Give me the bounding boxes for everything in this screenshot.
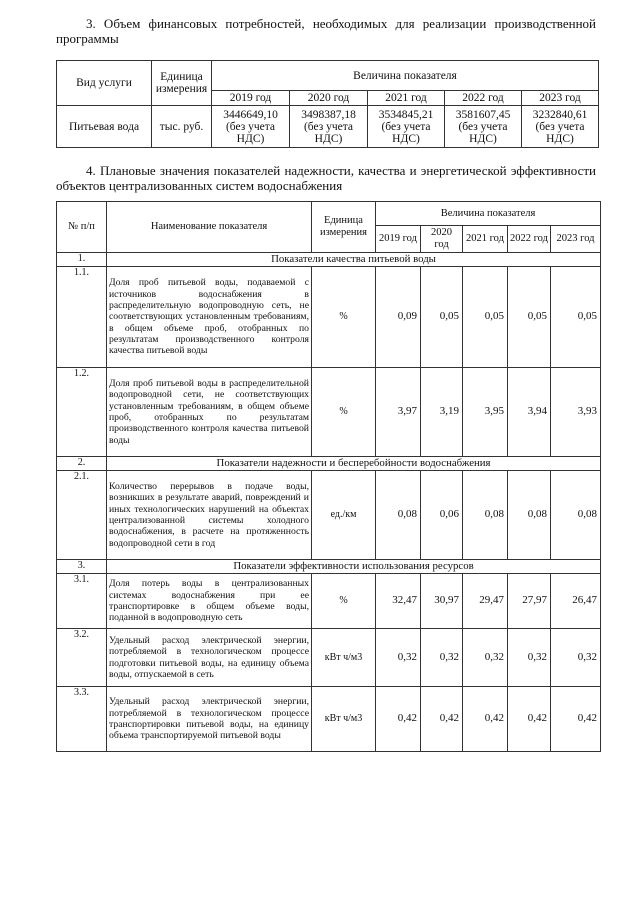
year-header: 2022 год [445,91,522,106]
row-number: 1.1. [57,267,107,368]
financial-needs-table [56,60,599,148]
section-row [57,457,601,471]
value-cell: 26,47 [551,574,601,629]
value-cell: 0,05 [551,267,601,368]
value-cell: 0,32 [421,629,463,687]
unit-cell: кВт ч/м3 [312,629,376,687]
value-cell: 0,05 [463,267,508,368]
section-row [57,253,601,267]
value-cell: 0,08 [508,471,551,560]
table-row [57,471,601,560]
value-cell: 0,32 [551,629,601,687]
value-cell: 0,42 [376,687,421,752]
row-number: 2.1. [57,471,107,560]
col-unit-header: Единица измерения [312,202,376,253]
value-cell: 0,05 [508,267,551,368]
value-cell: 0,42 [508,687,551,752]
unit-cell: ед./км [312,471,376,560]
value-cell: 3,93 [551,368,601,457]
table-row [57,267,601,368]
table-row [57,368,601,457]
col-value-header: Величина показателя [212,61,599,91]
section-title: Показатели качества питьевой воды [107,253,601,267]
row-number: 3.3. [57,687,107,752]
value-cell: 0,42 [421,687,463,752]
table-row [57,687,601,752]
year-header: 2023 год [522,91,599,106]
value-cell: 0,06 [421,471,463,560]
indicator-name: Удельный расход электрической энергии, потребляемой в технологическом процессе подготовки питьевой воды, на единицу объема воды, отпускаемой в сеть [107,629,312,687]
value-cell: 0,42 [463,687,508,752]
value-cell: 0,32 [376,629,421,687]
value-cell: 29,47 [463,574,508,629]
unit-cell: тыс. руб. [152,106,212,148]
value-cell: 0,05 [421,267,463,368]
value-cell: 0,08 [376,471,421,560]
service-cell: Питьевая вода [57,106,152,148]
col-service-header: Вид услуги [57,61,152,106]
col-name-header: Наименование показателя [107,202,312,253]
value-cell: 30,97 [421,574,463,629]
table-row [57,629,601,687]
value-cell: 0,08 [551,471,601,560]
value-cell: 3581607,45 (без учета НДС) [445,106,522,148]
table-row [57,574,601,629]
section-row [57,560,601,574]
year-header: 2020 год [290,91,368,106]
indicators-table [56,201,601,752]
value-cell: 0,08 [463,471,508,560]
section-number: 3. [57,560,107,574]
value-cell: 3498387,18 (без учета НДС) [290,106,368,148]
value-cell: 0,32 [463,629,508,687]
year-header: 2023 год [551,226,601,253]
value-cell: 0,32 [508,629,551,687]
col-value-header: Величина показателя [376,202,601,226]
unit-cell: % [312,574,376,629]
value-cell: 3,97 [376,368,421,457]
year-header: 2021 год [368,91,445,106]
value-cell: 3,19 [421,368,463,457]
section3-heading: 3. Объем финансовых потребностей, необходимых для реализации производственной программы [56,16,596,46]
year-header: 2020 год [421,226,463,253]
col-unit-header: Единица измерения [152,61,212,106]
unit-cell: % [312,368,376,457]
indicator-name: Доля проб питьевой воды, подаваемой с источников водоснабжения в распределительную водопроводную сеть, не соответствующих установленным требованиям, в общем объеме проб, отобранных по результатам производственного контроля качества питьевой воды [107,267,312,368]
indicator-name: Доля потерь воды в централизованных системах водоснабжения при ее транспортировке в общем объеме воды, поданной в водопроводную сеть [107,574,312,629]
value-cell: 0,09 [376,267,421,368]
value-cell: 3,94 [508,368,551,457]
value-cell: 3534845,21 (без учета НДС) [368,106,445,148]
row-number: 3.2. [57,629,107,687]
row-number: 3.1. [57,574,107,629]
section-number: 2. [57,457,107,471]
value-cell: 3,95 [463,368,508,457]
section-title: Показатели надежности и бесперебойности водоснабжения [107,457,601,471]
unit-cell: кВт ч/м3 [312,687,376,752]
value-cell: 3446649,10 (без учета НДС) [212,106,290,148]
year-header: 2021 год [463,226,508,253]
row-number: 1.2. [57,368,107,457]
value-cell: 32,47 [376,574,421,629]
year-header: 2019 год [212,91,290,106]
col-num-header: № п/п [57,202,107,253]
value-cell: 0,42 [551,687,601,752]
unit-cell: % [312,267,376,368]
section-number: 1. [57,253,107,267]
table-row [57,106,599,148]
year-header: 2022 год [508,226,551,253]
value-cell: 27,97 [508,574,551,629]
section-title: Показатели эффективности использования ресурсов [107,560,601,574]
indicator-name: Количество перерывов в подаче воды, возникших в результате аварий, повреждений и иных технологических нарушений на объектах централизованной системы холодного водоснабжения, в расчете на протяженность водопроводной сети в год [107,471,312,560]
value-cell: 3232840,61 (без учета НДС) [522,106,599,148]
indicator-name: Доля проб питьевой воды в распределительной водопроводной сети, не соответствующих установленным требованиям, в общем объеме проб, отобранных по результатам производственного контроля качества питьевой воды [107,368,312,457]
indicator-name: Удельный расход электрической энергии, потребляемой в технологическом процессе транспортировки питьевой воды, на единицу объема транспортируемой питьевой воды [107,687,312,752]
section4-heading: 4. Плановые значения показателей надежности, качества и энергетической эффективности объектов централизованных систем водоснабжения [56,163,596,193]
year-header: 2019 год [376,226,421,253]
